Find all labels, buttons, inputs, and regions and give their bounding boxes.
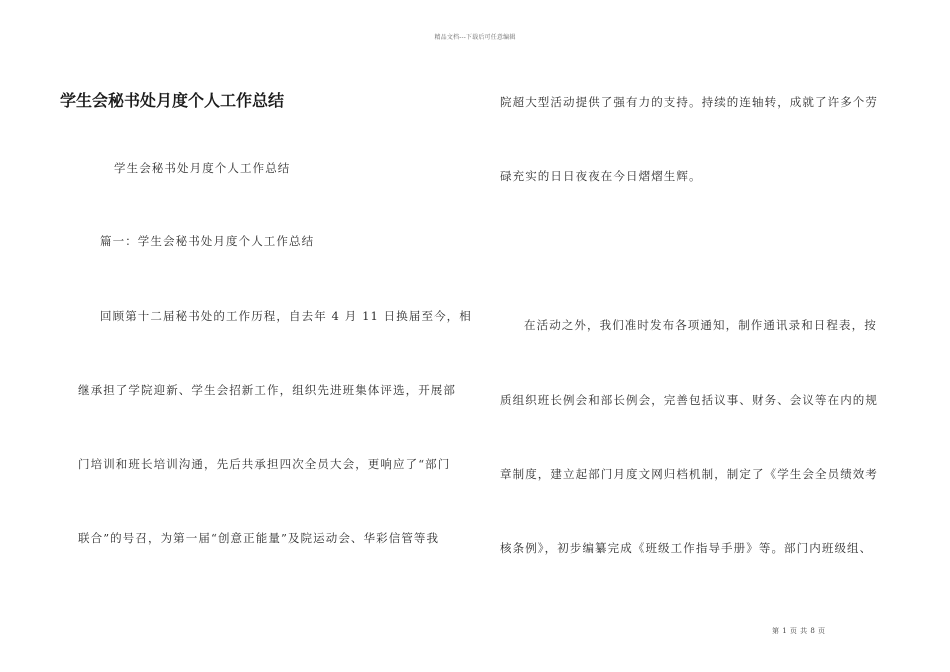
subtitle-line: 学生会秘书处月度个人工作总结 xyxy=(114,161,291,175)
section-heading: 篇一：学生会秘书处月度个人工作总结 xyxy=(100,234,315,248)
paragraph-line: 联合”的号召，为第一届“创意正能量”及院运动会、华彩信管等我 xyxy=(78,531,440,545)
paragraph-line: 核条例》，初步编纂完成《班级工作指导手册》等。部门内班级组、 xyxy=(500,541,873,555)
paragraph-line: 门培训和班长培训沟通，先后共承担四次全员大会，更响应了“部门 xyxy=(78,457,451,471)
paragraph-line: 质组织班长例会和部长例会，完善包括议事、财务、会议等在内的规 xyxy=(500,393,878,407)
paragraph-line: 回顾第十二届秘书处的工作历程，自去年 4 月 11 日换届至今，相 xyxy=(100,309,472,323)
paragraph-line: 继承担了学院迎新、学生会招新工作，组织先进班集体评选，开展部 xyxy=(78,383,456,397)
paragraph-line: 在活动之外，我们准时发布各项通知，制作通讯录和日程表，按 xyxy=(524,318,877,332)
paragraph-line: 章制度，建立起部门月度文网归档机制，制定了《学生会全员绩效考 xyxy=(500,467,878,481)
document-title: 学生会秘书处月度个人工作总结 xyxy=(60,91,285,110)
header-note: 精品文档---下载后可任意编辑 xyxy=(434,34,516,41)
paragraph-line: 院超大型活动提供了强有力的支持。持续的连轴转，成就了许多个劳 xyxy=(500,95,878,109)
page-number: 第 1 页 共 8 页 xyxy=(772,627,826,635)
paragraph-line: 碌充实的日日夜夜在今日熠熠生辉。 xyxy=(500,169,702,183)
